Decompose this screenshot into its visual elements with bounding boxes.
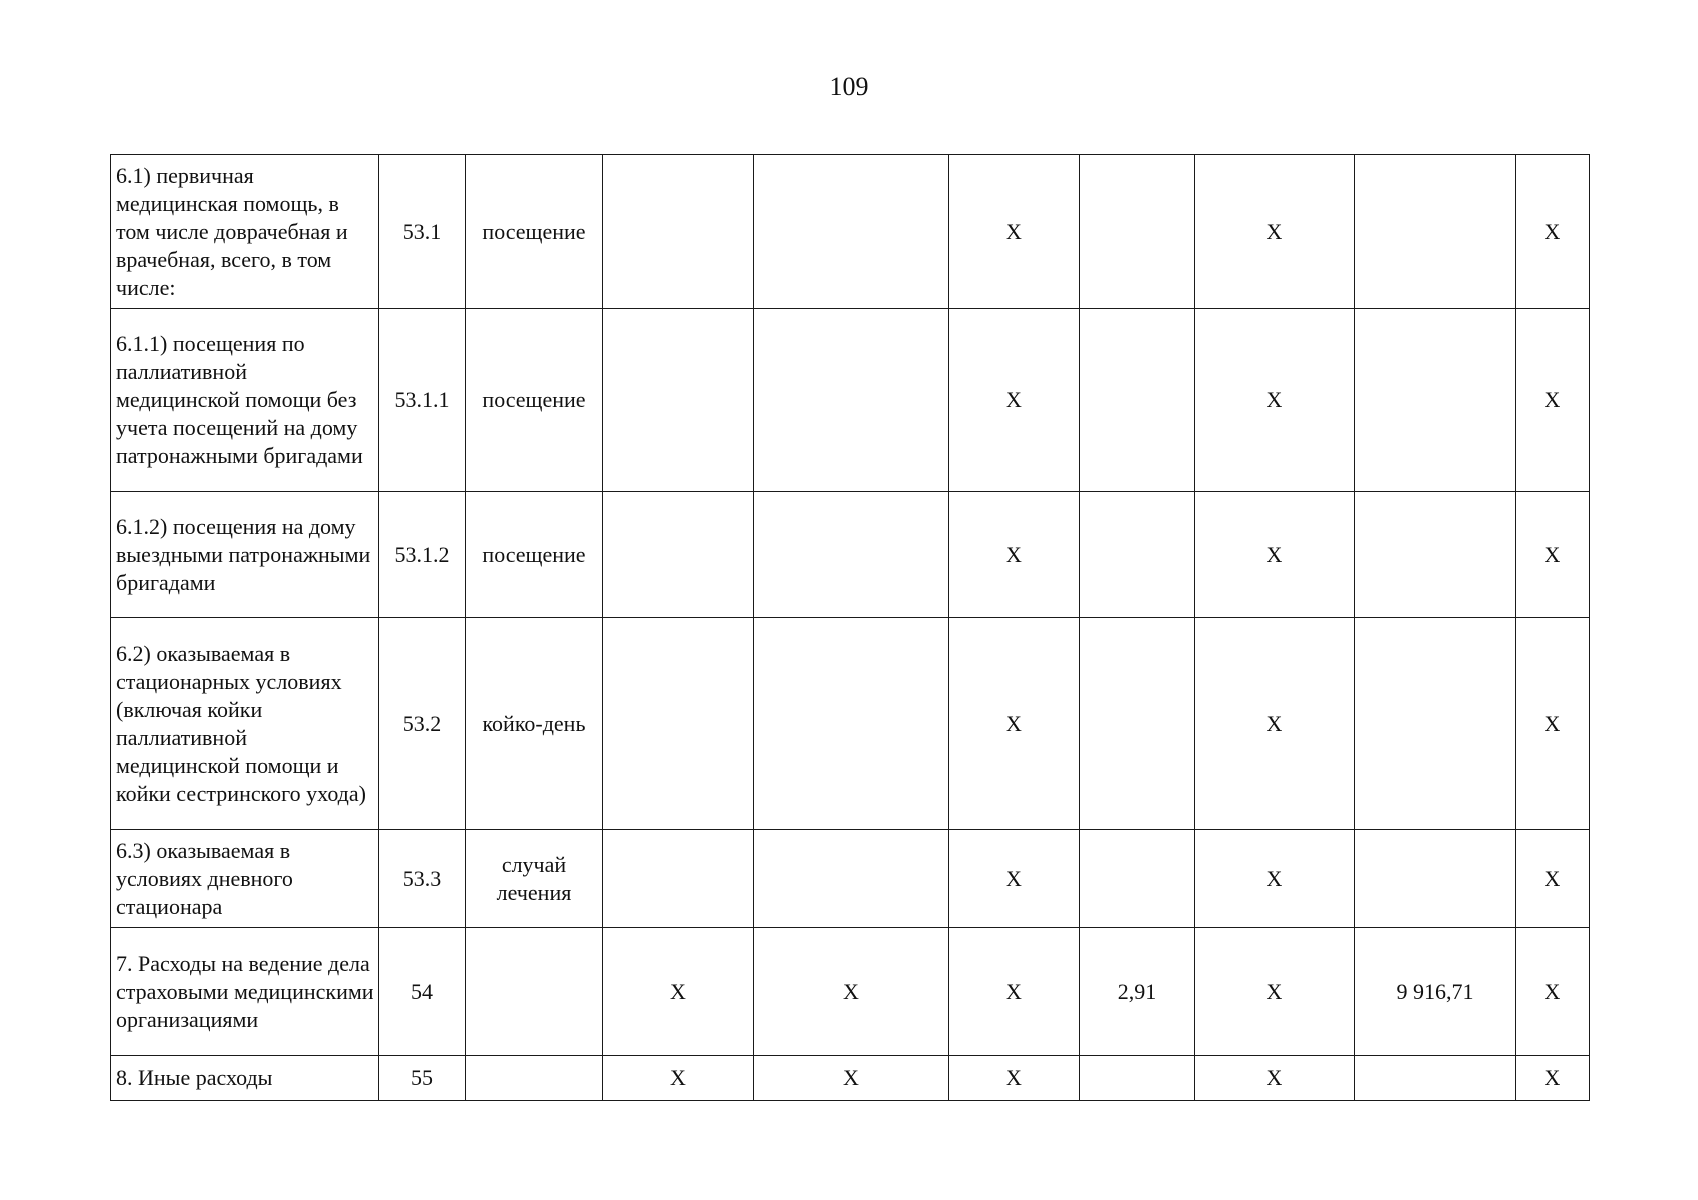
- cell-col-7: [1080, 830, 1195, 928]
- cell-row-label: 6.1.1) посещения по паллиативной медицинской помощи без учета посещений на дому патронажными бригадами: [111, 309, 379, 492]
- cell-col-7: 2,91: [1080, 928, 1195, 1056]
- cell-row-code: 55: [379, 1056, 466, 1101]
- cell-row-code: 53.2: [379, 618, 466, 830]
- cell-col-6: X: [949, 492, 1080, 618]
- cell-col-4: X: [603, 1056, 754, 1101]
- cell-col-5: [754, 155, 949, 309]
- cell-col-4: [603, 155, 754, 309]
- cell-row-code: 53.1.2: [379, 492, 466, 618]
- cell-col-4: [603, 492, 754, 618]
- cell-col-6: X: [949, 1056, 1080, 1101]
- cell-col-5: [754, 492, 949, 618]
- table-row: [111, 618, 1590, 830]
- cell-col-10: X: [1516, 830, 1590, 928]
- page-number: 109: [829, 72, 869, 101]
- cell-row-label: 6.1) первичная медицинская помощь, в том числе доврачебная и врачебная, всего, в том числе:: [111, 155, 379, 309]
- table-row: [111, 155, 1590, 309]
- cell-col-6: X: [949, 155, 1080, 309]
- cell-col-8: X: [1195, 309, 1355, 492]
- cell-col-8: X: [1195, 155, 1355, 309]
- table-row: [111, 1056, 1590, 1101]
- cell-unit: случай лечения: [466, 830, 603, 928]
- cell-col-10: X: [1516, 928, 1590, 1056]
- cell-col-8: X: [1195, 928, 1355, 1056]
- cell-col-5: [754, 618, 949, 830]
- cell-col-6: X: [949, 928, 1080, 1056]
- cell-unit: посещение: [466, 492, 603, 618]
- cell-col-9: [1355, 1056, 1516, 1101]
- cell-unit: посещение: [466, 309, 603, 492]
- cell-col-6: X: [949, 309, 1080, 492]
- cell-col-9: 9 916,71: [1355, 928, 1516, 1056]
- cell-row-code: 53.1: [379, 155, 466, 309]
- cell-col-10: X: [1516, 309, 1590, 492]
- cell-row-label: 6.1.2) посещения на дому выездными патронажными бригадами: [111, 492, 379, 618]
- cell-col-6: X: [949, 830, 1080, 928]
- cell-col-8: X: [1195, 1056, 1355, 1101]
- cell-row-label: 8. Иные расходы: [111, 1056, 379, 1101]
- cell-col-8: X: [1195, 618, 1355, 830]
- table-row: [111, 492, 1590, 618]
- cell-row-label: 6.2) оказываемая в стационарных условиях (включая койки паллиативной медицинской помощи и койки сестринского ухода): [111, 618, 379, 830]
- cell-col-5: [754, 309, 949, 492]
- cell-unit: [466, 928, 603, 1056]
- cell-col-8: X: [1195, 830, 1355, 928]
- cell-col-10: X: [1516, 155, 1590, 309]
- cell-unit: [466, 1056, 603, 1101]
- cell-row-code: 53.3: [379, 830, 466, 928]
- cell-col-5: X: [754, 1056, 949, 1101]
- cell-unit: койко-день: [466, 618, 603, 830]
- table-row: [111, 309, 1590, 492]
- cell-col-4: [603, 309, 754, 492]
- cell-row-code: 54: [379, 928, 466, 1056]
- cell-col-6: X: [949, 618, 1080, 830]
- cell-col-10: X: [1516, 492, 1590, 618]
- cell-col-7: [1080, 309, 1195, 492]
- table-row: [111, 830, 1590, 928]
- cell-col-9: [1355, 618, 1516, 830]
- cell-row-label: 6.3) оказываемая в условиях дневного стационара: [111, 830, 379, 928]
- cell-row-label: 7. Расходы на ведение дела страховыми медицинскими организациями: [111, 928, 379, 1056]
- cell-row-code: 53.1.1: [379, 309, 466, 492]
- cell-col-9: [1355, 309, 1516, 492]
- cell-col-7: [1080, 618, 1195, 830]
- cell-col-4: X: [603, 928, 754, 1056]
- cell-col-7: [1080, 492, 1195, 618]
- cell-col-9: [1355, 492, 1516, 618]
- cell-col-4: [603, 830, 754, 928]
- data-table: [110, 154, 1590, 1101]
- cell-col-5: X: [754, 928, 949, 1056]
- cell-col-4: [603, 618, 754, 830]
- table-row: [111, 928, 1590, 1056]
- cell-col-8: X: [1195, 492, 1355, 618]
- cell-col-10: X: [1516, 1056, 1590, 1101]
- cell-col-7: [1080, 1056, 1195, 1101]
- cell-col-9: [1355, 155, 1516, 309]
- cell-col-7: [1080, 155, 1195, 309]
- cell-unit: посещение: [466, 155, 603, 309]
- cell-col-9: [1355, 830, 1516, 928]
- cell-col-10: X: [1516, 618, 1590, 830]
- cell-col-5: [754, 830, 949, 928]
